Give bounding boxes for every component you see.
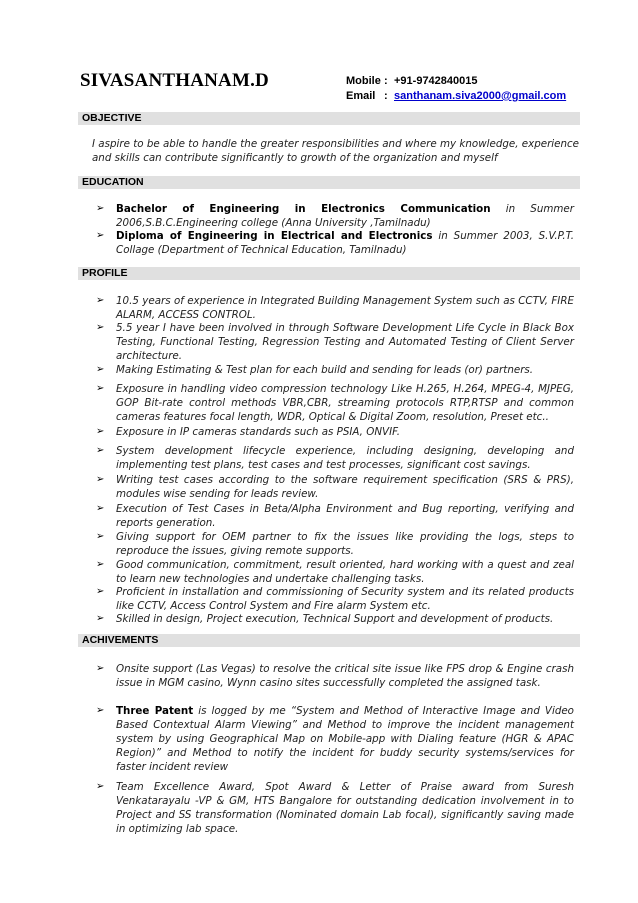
bullet-arrow-icon: ➢ xyxy=(96,426,105,437)
achievement-item xyxy=(96,780,574,836)
profile-item xyxy=(96,425,574,439)
bullet-arrow-icon: ➢ xyxy=(96,295,105,306)
contact-block xyxy=(346,74,566,104)
mobile-row xyxy=(346,74,566,89)
profile-item-text: Exposure in IP cameras standards such as PSIA, ONVIF. xyxy=(116,426,400,438)
achievement-text: Team Excellence Award, Spot Award & Letter of Praise award from Suresh Venkatarayalu -VP & GM, HTS Bangalore for outstanding dedication involvement in to Project and SS transformation (Nominated domain Lab focal), significantly saving made in optimizing lab space. xyxy=(116,781,574,835)
education-heading: EDUCATION xyxy=(78,176,580,189)
profile-item xyxy=(96,444,574,472)
mobile-label: Mobile xyxy=(346,75,381,87)
achievement-text: Onsite support (Las Vegas) to resolve the critical site issue like FPS drop & Engine crash issue in MGM casino, Wynn casino sites successfully completed the assigned task. xyxy=(116,663,574,689)
achievement-item xyxy=(96,662,574,690)
objective-text: I aspire to be able to handle the greater responsibilities and where my knowledge, experience and skills can contribute significantly to growth of the organization and myself xyxy=(92,138,580,164)
degree-details: in Summer 2003, S.V.P.T. Collage (Department of Technical Education, Tamilnadu) xyxy=(116,230,574,256)
profile-item-text: Exposure in handling video compression technology Like H.265, H.264, MPEG-4, MJPEG, GOP Bit-rate control methods VBR,CBR, streaming protocols RTP,RTSP and common cameras features focal length, WDR, Optical & Digital Zoom, resolution, Preset etc.. xyxy=(116,383,574,423)
email-row xyxy=(346,89,566,104)
profile-item xyxy=(96,363,574,377)
profile-item-text: System development lifecycle experience, including designing, developing and implementing test plans, test cases and test processes, significant cost savings. xyxy=(116,445,574,471)
profile-item-text: Skilled in design, Project execution, Technical Support and development of products. xyxy=(116,613,554,625)
achievement-title: Three Patent xyxy=(116,705,194,717)
bullet-arrow-icon: ➢ xyxy=(96,230,105,241)
degree-title: Diploma of Engineering in Electrical and Electronics xyxy=(116,230,433,242)
bullet-arrow-icon: ➢ xyxy=(96,705,105,716)
profile-item xyxy=(96,321,574,363)
profile-item xyxy=(96,473,574,501)
profile-item-text: Making Estimating & Test plan for each build and sending for leads (or) partners. xyxy=(116,364,534,376)
bullet-arrow-icon: ➢ xyxy=(96,559,105,570)
profile-item-text: Proficient in installation and commissioning of Security system and its related products like CCTV, Access Control System and Fire alarm System etc. xyxy=(116,586,574,612)
bullet-arrow-icon: ➢ xyxy=(96,364,105,375)
profile-item-text: Execution of Test Cases in Beta/Alpha Environment and Bug reporting, verifying and reports generation. xyxy=(116,503,574,529)
bullet-arrow-icon: ➢ xyxy=(96,586,105,597)
email-label: Email xyxy=(346,90,376,102)
profile-item xyxy=(96,502,574,530)
mobile-value: +91-9742840015 xyxy=(394,75,478,87)
profile-item-text: Giving support for OEM partner to fix the issues like providing the logs, steps to reproduce the issues, giving remote supports. xyxy=(116,531,574,557)
bullet-arrow-icon: ➢ xyxy=(96,203,105,214)
profile-item-text: 10.5 years of experience in Integrated Building Management System such as CCTV, FIRE ALARM, ACCESS CONTROL. xyxy=(116,295,574,321)
achievement-item xyxy=(96,704,574,774)
bullet-arrow-icon: ➢ xyxy=(96,383,105,394)
profile-item-text: 5.5 year I have been involved in through Software Development Life Cycle in Black Box Testing, Functional Testing, Regression Testing and Automated Testing of Client Server architecture. xyxy=(116,322,574,362)
bullet-arrow-icon: ➢ xyxy=(96,781,105,792)
bullet-arrow-icon: ➢ xyxy=(96,474,105,485)
education-item xyxy=(96,202,574,230)
bullet-arrow-icon: ➢ xyxy=(96,503,105,514)
achievements-heading: ACHIVEMENTS xyxy=(78,634,580,647)
bullet-arrow-icon: ➢ xyxy=(96,663,105,674)
degree-details: in Summer 2006,S.B.C.Engineering college (Anna University ,Tamilnadu) xyxy=(116,203,574,229)
email-link[interactable]: santhanam.siva2000@gmail.com xyxy=(394,90,567,102)
profile-heading: PROFILE xyxy=(78,267,580,280)
profile-item xyxy=(96,530,574,558)
degree-title: Bachelor of Engineering in Electronics Communication xyxy=(116,203,491,215)
profile-item xyxy=(96,612,574,626)
bullet-arrow-icon: ➢ xyxy=(96,531,105,542)
bullet-arrow-icon: ➢ xyxy=(96,613,105,624)
achievement-text: is logged by me “System and Method of Interactive Image and Video Based Contextual Alarm Viewing” and Method to improve the incident management system by using Geographical Map on Mobile-app with Dialing feature (HGR & APAC Region)” and Method to notify the incident for buddy security systems/services for faster incident review xyxy=(116,705,574,773)
email-separator: : xyxy=(384,90,388,102)
profile-item xyxy=(96,382,574,424)
candidate-name: SIVASANTHANAM.D xyxy=(80,70,269,91)
profile-item-text: Good communication, commitment, result oriented, hard working with a quest and zeal to learn new technologies and undertake challenging tasks. xyxy=(116,559,574,585)
profile-item xyxy=(96,585,574,613)
objective-heading: OBJECTIVE xyxy=(78,112,580,125)
profile-item xyxy=(96,294,574,322)
mobile-separator: : xyxy=(384,75,388,87)
profile-item xyxy=(96,558,574,586)
bullet-arrow-icon: ➢ xyxy=(96,322,105,333)
profile-item-text: Writing test cases according to the software requirement specification (SRS & PRS), modules wise sending for leads review. xyxy=(116,474,574,500)
education-item xyxy=(96,229,574,257)
bullet-arrow-icon: ➢ xyxy=(96,445,105,456)
